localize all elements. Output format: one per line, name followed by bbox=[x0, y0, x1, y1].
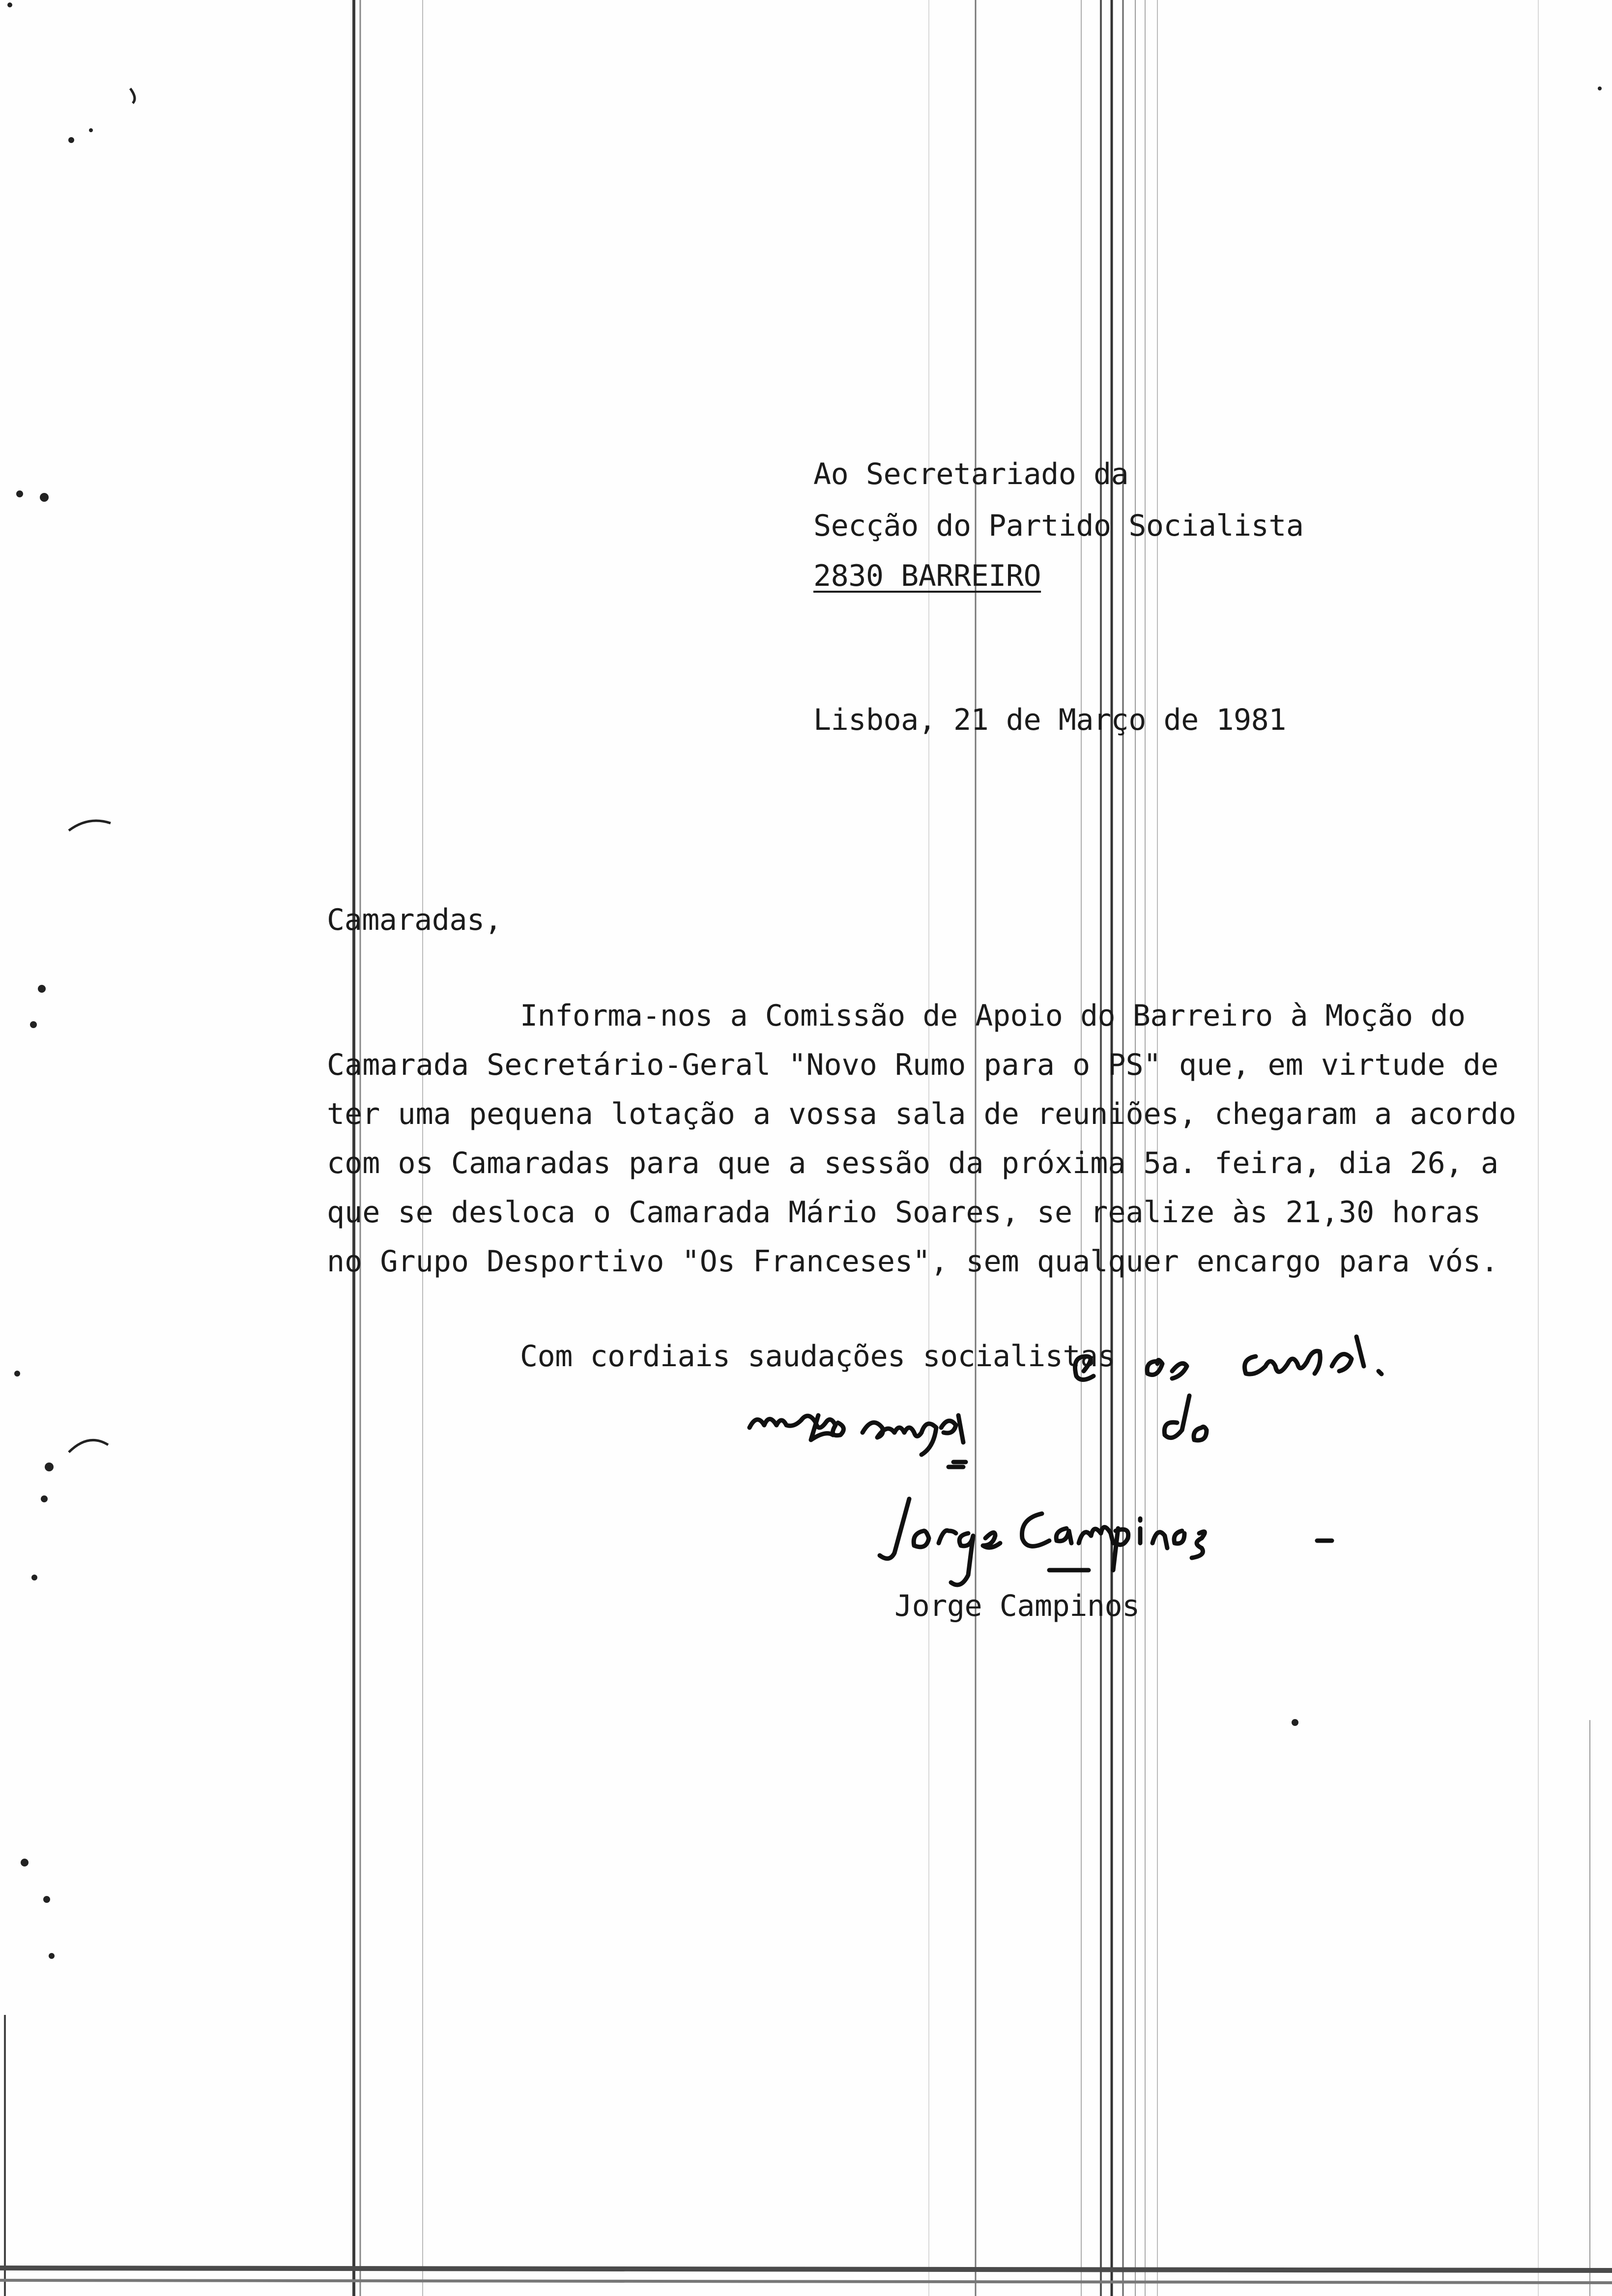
body-line-6: no Grupo Desportivo "Os Franceses", sem qualquer encargo para vós. bbox=[327, 1244, 1499, 1279]
typed-signature: Jorge Campinos bbox=[894, 1589, 1140, 1623]
body-line-2: Camarada Secretário-Geral "Novo Rumo para o PS" que, em virtude de bbox=[327, 1048, 1499, 1082]
body-line-5: que se desloca o Camarada Mário Soares, se realize às 21,30 horas bbox=[327, 1195, 1481, 1230]
salutation: Camaradas, bbox=[327, 903, 502, 937]
body-line-4: com os Camaradas para que a sessão da próxima 5a. feira, dia 26, a bbox=[327, 1146, 1499, 1180]
place-date: Lisboa, 21 de Março de 1981 bbox=[813, 703, 1286, 737]
body-line-1: Informa-nos a Comissão de Apoio do Barreiro à Moção do bbox=[520, 999, 1466, 1033]
recipient-line-1: Ao Secretariado da bbox=[813, 457, 1129, 491]
recipient-line-2: Secção do Partido Socialista bbox=[813, 509, 1304, 543]
body-line-3: ter uma pequena lotação a vossa sala de reuniões, chegaram a acordo bbox=[327, 1097, 1517, 1131]
recipient-line-3: 2830 BARREIRO bbox=[813, 559, 1041, 593]
closing: Com cordiais saudações socialistas bbox=[520, 1339, 1116, 1374]
